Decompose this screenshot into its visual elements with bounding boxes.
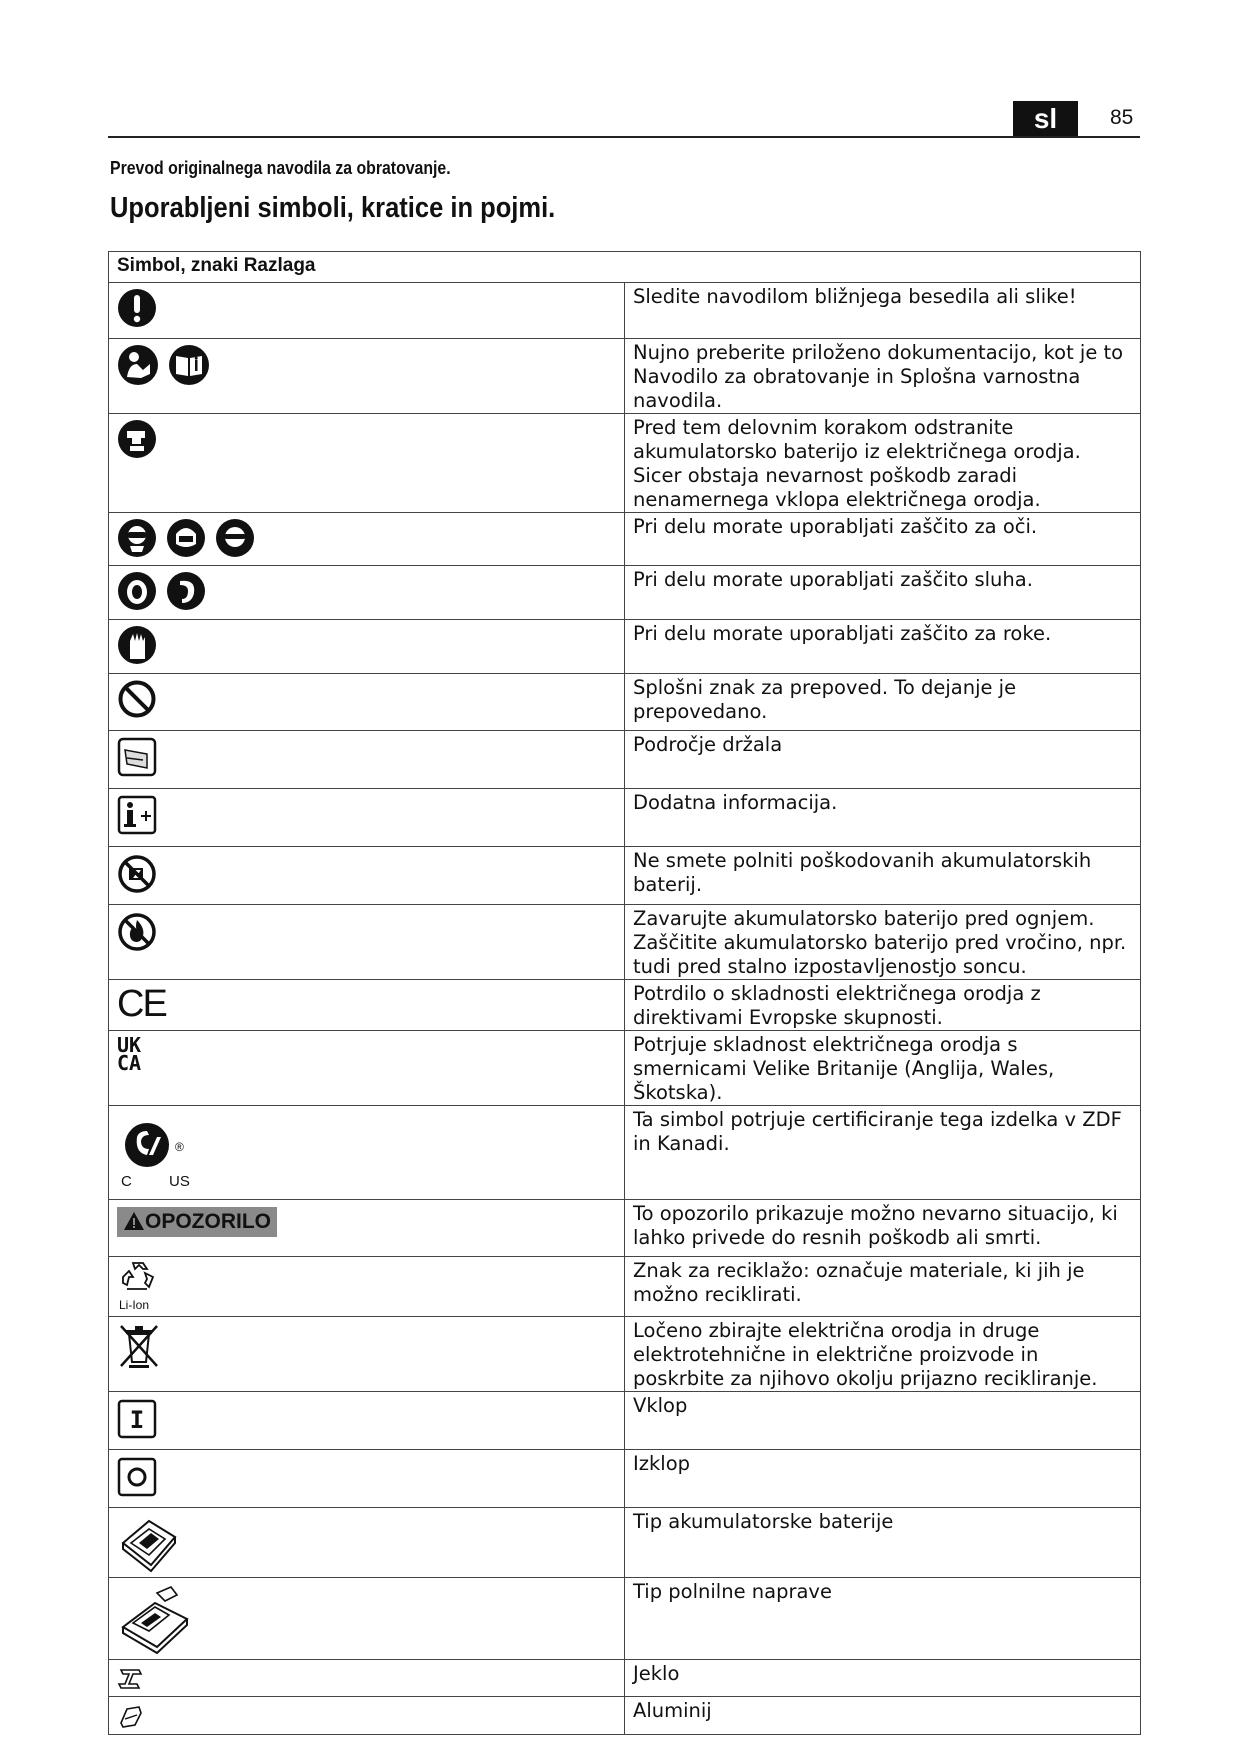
safety-glasses-icon (215, 518, 255, 558)
symbol-cell (109, 566, 625, 620)
symbol-cell (109, 1317, 625, 1392)
description-cell: Zavarujte akumulatorsko baterijo pred ognjem. Zaščitite akumulatorsko baterijo pred vročino, npr. tudi pred stalno izpostavljenostjo soncu. (625, 905, 1141, 980)
csa-mark-icon (117, 1111, 207, 1191)
header-rule (108, 136, 1140, 138)
safety-goggles-icon (117, 518, 157, 558)
charger-icon (117, 1583, 193, 1655)
description-cell: Področje držala (625, 731, 1141, 789)
power-on-icon (117, 1397, 159, 1441)
ukca-bottom-text: CA (117, 1051, 142, 1075)
svg-text:®: ® (175, 1140, 184, 1154)
table-header: Simbol, znaki Razlaga (109, 252, 1141, 283)
no-fire-icon (117, 910, 157, 952)
table-row (109, 339, 1141, 414)
csa-c-text: C (121, 1173, 132, 1190)
ukca-top-text: UK (117, 1033, 142, 1057)
table-row (109, 1508, 1141, 1578)
read-manual-person-icon (117, 344, 159, 386)
grip-area-icon (117, 736, 157, 778)
table-row (109, 1200, 1141, 1257)
table-row (109, 731, 1141, 789)
info-icon (117, 794, 157, 836)
table-row (109, 566, 1141, 620)
battery-pack-icon (117, 1513, 181, 1573)
description-cell: Jeklo (625, 1660, 1141, 1697)
language-badge: sl (1013, 101, 1078, 137)
table-row (109, 1450, 1141, 1508)
description-cell: Sledite navodilom bližnjega besedila ali slike! (625, 283, 1141, 339)
description-cell: Izklop (625, 1450, 1141, 1508)
symbol-cell (109, 414, 625, 513)
warning-label-icon (117, 1207, 277, 1237)
description-cell: Pri delu morate uporabljati zaščito za roke. (625, 620, 1141, 674)
ear-protection-icon (166, 571, 206, 611)
steel-icon (117, 1666, 145, 1692)
table-header-row (109, 252, 1141, 283)
power-off-icon (117, 1455, 159, 1499)
description-cell: Dodatna informacija. (625, 789, 1141, 847)
symbol-cell (109, 1578, 625, 1660)
document-subtitle: Prevod originalnega navodila za obratovanje. (110, 158, 451, 178)
symbol-cell (109, 1508, 625, 1578)
warning-word: OPOZORILO (145, 1210, 271, 1233)
no-charge-damaged-icon (117, 852, 157, 894)
table-row (109, 1257, 1141, 1317)
description-cell: Tip akumulatorske baterije (625, 1508, 1141, 1578)
symbol-cell (109, 339, 625, 414)
description-cell: Aluminij (625, 1697, 1141, 1735)
page-title: Uporabljeni simboli, kratice in pojmi. (110, 192, 556, 224)
description-cell: Potrdilo o skladnosti električnega orodja z direktivami Evropske skupnosti. (625, 980, 1141, 1031)
description-cell: Pri delu morate uporabljati zaščito za oči. (625, 513, 1141, 566)
table-row (109, 1031, 1141, 1106)
remove-battery-icon (117, 419, 157, 459)
table-row (109, 1106, 1141, 1200)
description-cell: Potrjuje skladnost električnega orodja s smernicami Velike Britanije (Anglija, Wales, Škotska). (625, 1031, 1141, 1106)
description-cell: To opozorilo prikazuje možno nevarno situacijo, ki lahko privede do resnih poškodb ali smrti. (625, 1200, 1141, 1257)
recycling-icon (117, 1259, 161, 1313)
symbol-cell (109, 283, 625, 339)
table-row (109, 674, 1141, 731)
table-row (109, 905, 1141, 980)
symbol-cell (109, 847, 625, 905)
symbol-cell (109, 980, 625, 1031)
face-shield-icon (166, 518, 206, 558)
description-cell: Ta simbol potrjuje certificiranje tega izdelka v ZDF in Kanadi. (625, 1106, 1141, 1200)
symbol-cell (109, 1106, 625, 1200)
table-row (109, 414, 1141, 513)
li-ion-text: Li-Ion (119, 1298, 150, 1312)
symbol-cell (109, 1392, 625, 1450)
description-cell: Splošni znak za prepoved. To dejanje je prepovedano. (625, 674, 1141, 731)
description-cell: Pred tem delovnim korakom odstranite akumulatorsko baterijo iz električnega orodja. Sicer obstaja nevarnost poškodb zaradi nenamernega vklopa električnega orodja. (625, 414, 1141, 513)
symbol-cell (109, 905, 625, 980)
mandatory-action-icon (117, 288, 157, 328)
table-row (109, 980, 1141, 1031)
symbol-cell (109, 620, 625, 674)
table-row (109, 847, 1141, 905)
table-row (109, 789, 1141, 847)
description-cell: Tip polnilne naprave (625, 1578, 1141, 1660)
symbol-cell (109, 1697, 625, 1735)
aluminium-icon (117, 1703, 145, 1729)
symbol-cell (109, 1450, 625, 1508)
symbol-cell (109, 731, 625, 789)
table-row (109, 513, 1141, 566)
description-cell: Pri delu morate uporabljati zaščito sluha. (625, 566, 1141, 620)
warning-triangle-icon (123, 1211, 145, 1231)
table-row (109, 620, 1141, 674)
prohibition-icon (117, 679, 157, 719)
description-cell: Znak za reciklažo: označuje materiale, ki jih je možno reciklirati. (625, 1257, 1141, 1317)
ukca-mark-icon (117, 1033, 624, 1075)
description-cell: Ne smete polniti poškodovanih akumulatorskih baterij. (625, 847, 1141, 905)
symbol-cell (109, 1031, 625, 1106)
weee-bin-icon (117, 1322, 161, 1370)
symbols-table (108, 251, 1141, 1735)
description-cell: Ločeno zbirajte električna orodja in druge elektrotehnične in električne proizvode in poskrbite za njihovo okolju prijazno recikliranje. (625, 1317, 1141, 1392)
table-row (109, 283, 1141, 339)
symbol-cell (109, 1660, 625, 1697)
ce-mark-icon: CE (117, 983, 166, 1025)
csa-us-text: US (169, 1173, 190, 1190)
read-manual-book-icon (168, 344, 210, 386)
page-number: 85 (1110, 106, 1134, 129)
symbol-cell (109, 513, 625, 566)
table-row (109, 1392, 1141, 1450)
table-row (109, 1697, 1141, 1735)
symbol-cell (109, 789, 625, 847)
table-row (109, 1578, 1141, 1660)
symbol-cell (109, 1257, 625, 1317)
ear-muffs-icon (117, 571, 157, 611)
table-row (109, 1317, 1141, 1392)
symbol-cell (109, 674, 625, 731)
symbol-cell (109, 1200, 625, 1257)
power-on-text: I (129, 1406, 145, 1434)
description-cell: Vklop (625, 1392, 1141, 1450)
table-row (109, 1660, 1141, 1697)
gloves-icon (117, 625, 157, 665)
description-cell: Nujno preberite priloženo dokumentacijo, kot je to Navodilo za obratovanje in Splošna varnostna navodila. (625, 339, 1141, 414)
